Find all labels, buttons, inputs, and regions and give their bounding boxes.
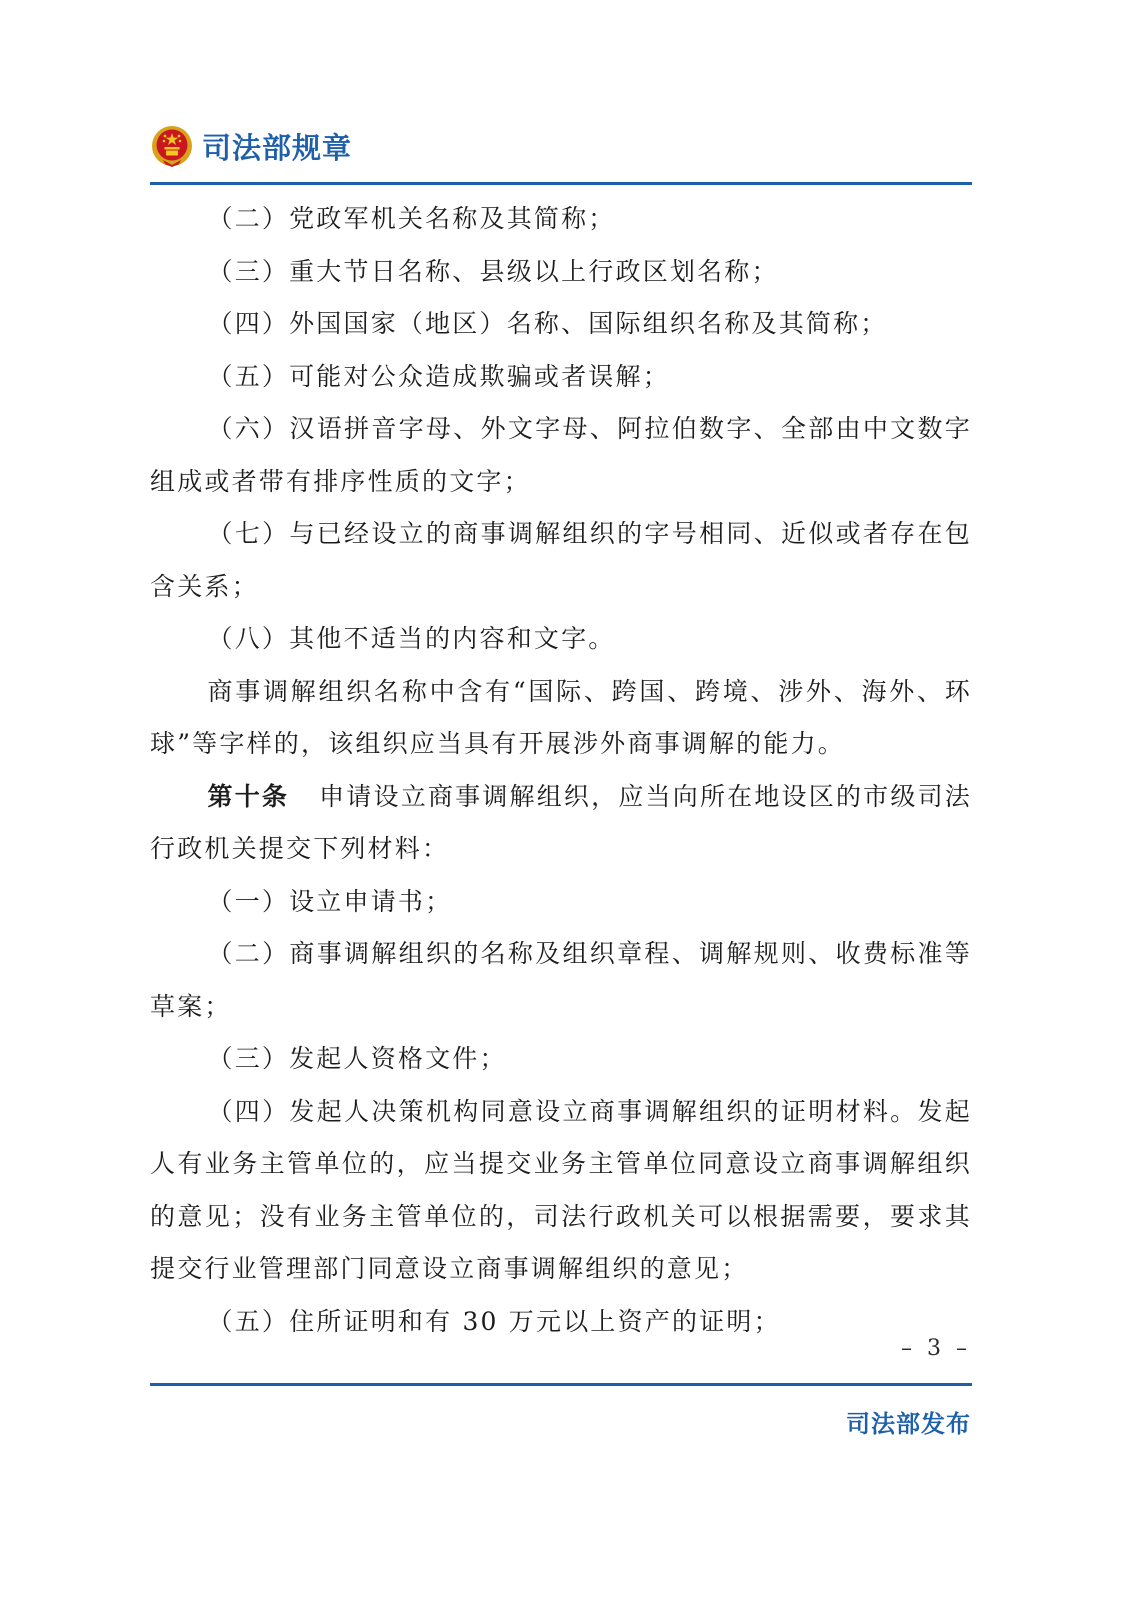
clause-6: （六）汉语拼音字母、外文字母、阿拉伯数字、全部由中文数字组成或者带有排序性质的文字； <box>150 414 972 496</box>
material-4: （四）发起人决策机构同意设立商事调解组织的证明材料。发起人有业务主管单位的，应当提交业务主管单位同意设立商事调解组织的意见；没有业务主管单位的，司法行政机关可以根据需要，要求其提交行业管理部门同意设立商事调解组织的意见； <box>150 1096 972 1283</box>
page-header <box>150 118 352 174</box>
footer-divider <box>150 1383 972 1386</box>
material-2: （二）商事调解组织的名称及组织章程、调解规则、收费标准等草案； <box>150 939 972 1021</box>
clause-3: （三）重大节日名称、县级以上行政区划名称； <box>207 256 779 286</box>
footer-publisher: 司法部发布 <box>846 1410 971 1438</box>
article-10-heading: 第十条 <box>207 781 290 811</box>
clause-5: （五）可能对公众造成欺骗或者误解； <box>207 361 670 391</box>
material-3: （三）发起人资格文件； <box>207 1044 507 1073</box>
header-title: 司法部规章 <box>202 130 353 165</box>
clause-7: （七）与已经设立的商事调解组织的字号相同、近似或者存在包含关系； <box>150 519 972 601</box>
page-number: – 3 – <box>901 1336 971 1361</box>
national-emblem-icon <box>150 124 194 168</box>
clause-2: （二）党政军机关名称及其简称； <box>207 204 616 233</box>
clause-8: （八）其他不适当的内容和文字。 <box>207 624 616 653</box>
clause-4: （四）外国国家（地区）名称、国际组织名称及其简称； <box>207 309 888 338</box>
header-divider <box>150 182 972 185</box>
article-10 <box>150 771 972 876</box>
international-name-paragraph: 商事调解组织名称中含有“国际、跨国、跨境、涉外、海外、环球”等字样的，该组织应当具有开展涉外商事调解的能力。 <box>150 676 972 758</box>
article-10-text: 申请设立商事调解组织，应当向所在地设区的市级司法行政机关提交下列材料： <box>150 781 972 863</box>
document-body <box>150 193 972 1348</box>
material-1: （一）设立申请书； <box>207 886 453 916</box>
material-5: （五）住所证明和有 30 万元以上资产的证明； <box>207 1306 781 1336</box>
